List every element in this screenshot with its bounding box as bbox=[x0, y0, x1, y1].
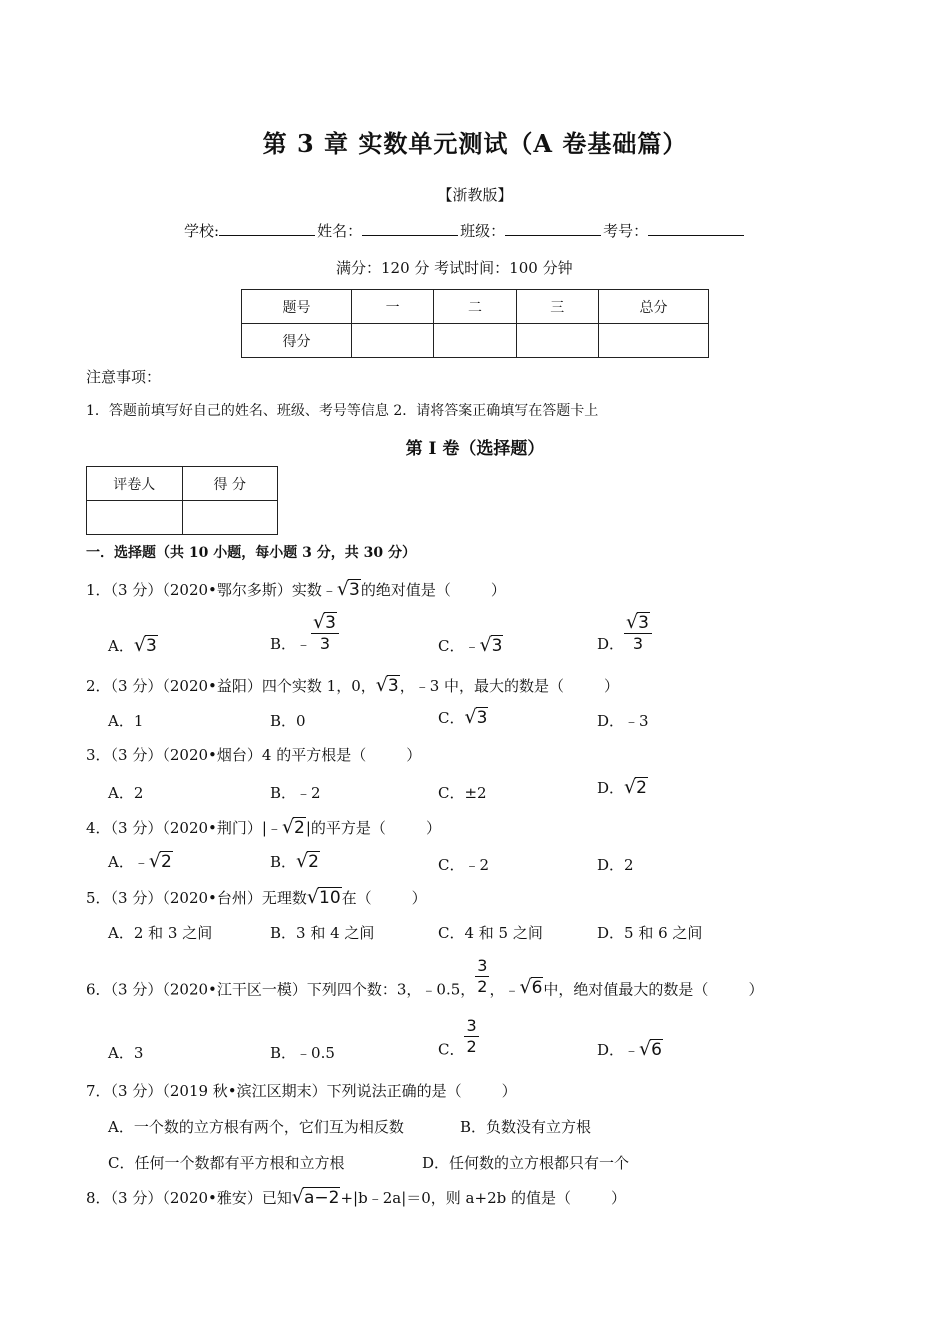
fraction-3-over-2: $\frac{3}{2}$ bbox=[466, 1016, 477, 1056]
option-d[interactable]: D．﹣3 bbox=[597, 712, 649, 730]
score-header-cell: 总分 bbox=[598, 290, 708, 324]
option-d[interactable]: D．2 bbox=[597, 856, 634, 874]
question-number: 1． bbox=[86, 581, 111, 599]
school-label: 学校: bbox=[184, 222, 220, 240]
question-text: （3 分）（2020•鄂尔多斯）实数﹣ bbox=[110, 581, 337, 599]
question-3: 3．（3 分）（2020•烟台）4 的平方根是（ ） bbox=[86, 746, 422, 764]
class-label: 班级： bbox=[460, 222, 506, 240]
grader-cell[interactable] bbox=[87, 501, 183, 535]
sqrt-6: √6 bbox=[519, 975, 543, 998]
school-blank[interactable] bbox=[219, 221, 315, 236]
option-b[interactable]: B．﹣ $\frac{√3}{3}$ bbox=[270, 612, 339, 654]
sqrt-3: √3 bbox=[336, 578, 360, 600]
name-blank[interactable] bbox=[362, 221, 458, 236]
option-c[interactable]: C．﹣2 bbox=[438, 856, 490, 874]
option-a[interactable]: A．﹣√2 bbox=[108, 850, 172, 872]
sqrt-3: √3 bbox=[479, 634, 503, 656]
option-c[interactable]: C． $\frac{3}{2}$ bbox=[438, 1016, 477, 1059]
student-info-line bbox=[184, 220, 746, 241]
score-cell[interactable] bbox=[598, 324, 708, 358]
option-c[interactable]: C．﹣√3 bbox=[438, 634, 503, 656]
question-8: 8．（3 分）（2020•雅安）已知√a−2+|b﹣2a|＝0，则 a+2b 的值是（ ） bbox=[86, 1186, 627, 1208]
fraction-sqrt3-over-3: $\frac{√3}{3}$ bbox=[311, 612, 339, 654]
option-b[interactable]: B．√2 bbox=[270, 850, 319, 872]
sqrt-2: √2 bbox=[281, 816, 305, 838]
score-table bbox=[241, 289, 709, 358]
question-text: 的绝对值是（ bbox=[360, 581, 451, 599]
number-blank[interactable] bbox=[648, 221, 744, 236]
exam-meta: 满分：120 分 考试时间：100 分钟 bbox=[336, 259, 573, 277]
section-title: 第 I 卷（选择题） bbox=[405, 439, 545, 459]
option-b[interactable]: B．0 bbox=[270, 712, 306, 730]
question-4: 4．（3 分）（2020•荆门）|﹣√2|的平方是（ ） bbox=[86, 816, 441, 838]
part1-heading: 一．选择题（共 10 小题，每小题 3 分，共 30 分） bbox=[86, 545, 416, 561]
fraction-sqrt3-over-3: $\frac{√3}{3}$ bbox=[624, 612, 652, 654]
option-b[interactable]: B．﹣2 bbox=[270, 784, 321, 802]
grader-header: 评卷人 bbox=[87, 467, 183, 501]
grader-table bbox=[86, 466, 278, 535]
option-c[interactable]: C．±2 bbox=[438, 784, 487, 802]
edition-label: 【浙教版】 bbox=[437, 186, 513, 204]
option-a[interactable]: A．√3 bbox=[108, 634, 157, 656]
sqrt-3: √3 bbox=[133, 634, 157, 656]
sqrt-3: √3 bbox=[375, 674, 399, 696]
score-header-cell: 一 bbox=[352, 290, 434, 324]
question-6: 6．（3 分）（2020•江干区一模）下列四个数：3，﹣0.5， $\frac{3}{2}$ ，﹣√6中，绝对值最大的数是（ ） bbox=[86, 956, 764, 999]
grader-cell[interactable] bbox=[182, 501, 278, 535]
option-d[interactable]: D．任何数的立方根都只有一个 bbox=[422, 1154, 630, 1172]
name-label: 姓名： bbox=[317, 222, 363, 240]
score-cell[interactable] bbox=[352, 324, 434, 358]
sqrt-2: √2 bbox=[624, 776, 647, 798]
sqrt-2: √2 bbox=[148, 850, 172, 872]
option-b[interactable]: B．3 和 4 之间 bbox=[270, 924, 375, 942]
option-d[interactable]: D．√2 bbox=[597, 776, 647, 798]
score-cell[interactable] bbox=[434, 324, 516, 358]
option-d[interactable]: D．5 和 6 之间 bbox=[597, 924, 703, 942]
question-5: 5．（3 分）（2020•台州）无理数√10在（ ） bbox=[86, 886, 427, 908]
option-d[interactable]: D． $\frac{√3}{3}$ bbox=[597, 612, 652, 654]
option-a[interactable]: A．一个数的立方根有两个，它们互为相反数 bbox=[108, 1118, 404, 1136]
class-blank[interactable] bbox=[505, 221, 601, 236]
option-a[interactable]: A．3 bbox=[108, 1044, 144, 1062]
sqrt-10: √10 bbox=[306, 886, 341, 908]
option-a[interactable]: A．2 bbox=[108, 784, 144, 802]
fraction-3-over-2: $\frac{3}{2}$ bbox=[477, 956, 488, 996]
score-header-cell: 三 bbox=[516, 290, 598, 324]
option-c[interactable]: C．4 和 5 之间 bbox=[438, 924, 543, 942]
sqrt-a-minus-2: √a−2 bbox=[291, 1186, 340, 1208]
score-row-label: 得分 bbox=[242, 324, 352, 358]
question-2: 2．（3 分）（2020•益阳）四个实数 1，0，√3，﹣3 中，最大的数是（ ） bbox=[86, 674, 620, 696]
score-header-cell: 题号 bbox=[242, 290, 352, 324]
option-a[interactable]: A．2 和 3 之间 bbox=[108, 924, 213, 942]
grader-header: 得 分 bbox=[182, 467, 278, 501]
notes-text: 1．答题前填写好自己的姓名、班级、考号等信息 2．请将答案正确填写在答题卡上 bbox=[86, 403, 599, 419]
sqrt-2: √2 bbox=[296, 850, 319, 872]
question-7: 7．（3 分）（2019 秋•滨江区期末）下列说法正确的是（ ） bbox=[86, 1082, 517, 1100]
option-c[interactable]: C．√3 bbox=[438, 706, 488, 728]
option-b[interactable]: B．﹣0.5 bbox=[270, 1044, 335, 1062]
page-title: 第 3 章 实数单元测试（A 卷基础篇） bbox=[262, 129, 688, 158]
option-a[interactable]: A．1 bbox=[108, 712, 144, 730]
sqrt-6: √6 bbox=[639, 1038, 662, 1060]
notes-heading: 注意事项： bbox=[86, 368, 162, 386]
option-b[interactable]: B．负数没有立方根 bbox=[460, 1118, 592, 1136]
option-d[interactable]: D．﹣√6 bbox=[597, 1038, 662, 1060]
number-label: 考号： bbox=[603, 222, 649, 240]
score-header-cell: 二 bbox=[434, 290, 516, 324]
question-1: 1．（3 分）（2020•鄂尔多斯）实数﹣√3的绝对值是（ ） bbox=[86, 578, 506, 600]
score-cell[interactable] bbox=[516, 324, 598, 358]
sqrt-3: √3 bbox=[464, 706, 488, 728]
option-c[interactable]: C．任何一个数都有平方根和立方根 bbox=[108, 1154, 345, 1172]
